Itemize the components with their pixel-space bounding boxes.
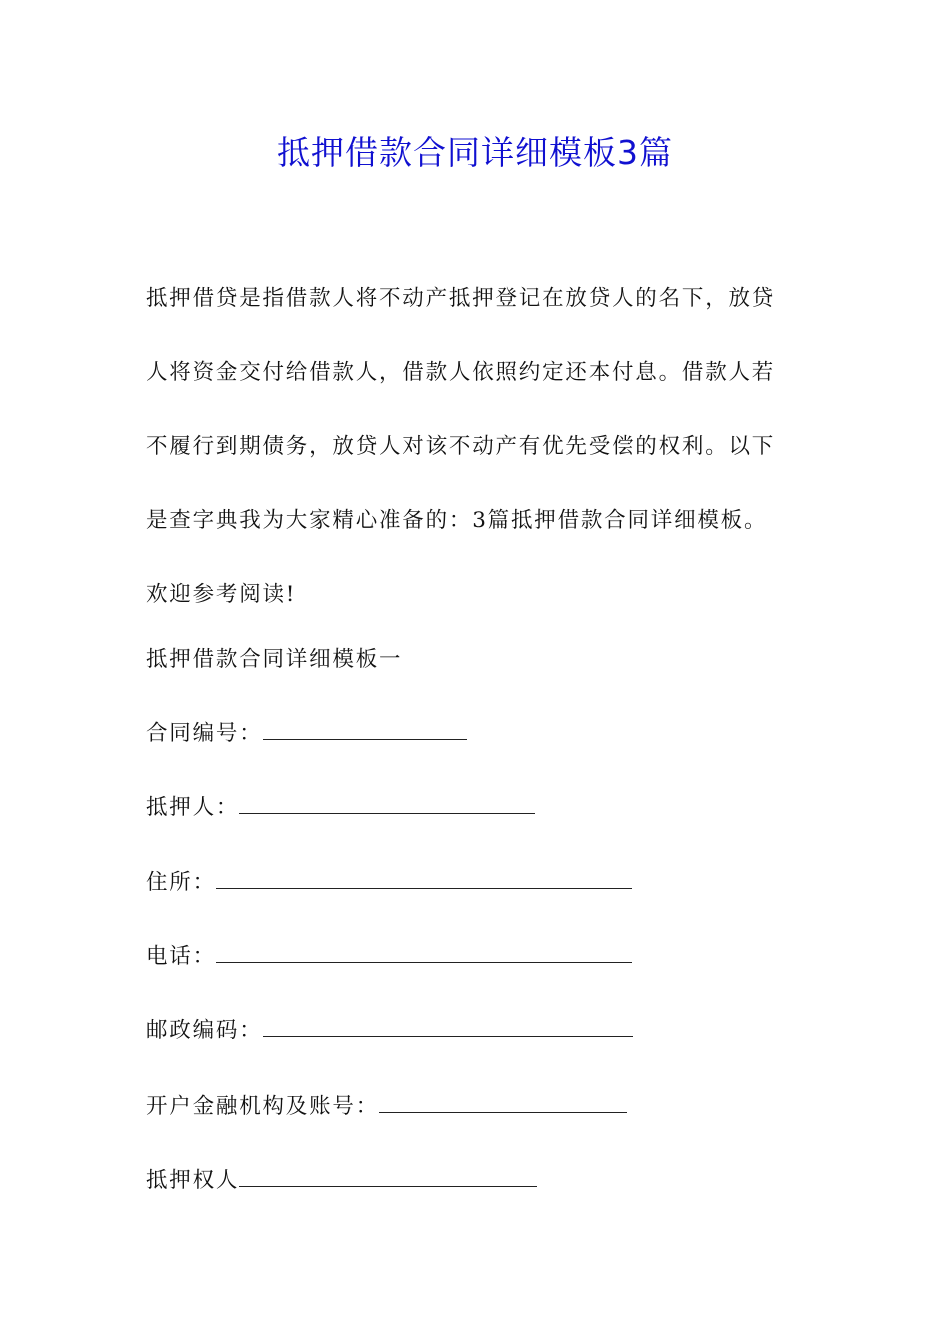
field-mortgagee: [146, 1161, 537, 1201]
address-blank[interactable]: [216, 864, 632, 889]
contract-number-blank[interactable]: [263, 715, 467, 740]
mortgagor-blank[interactable]: [239, 789, 535, 814]
intro-paragraph: [146, 262, 806, 632]
mortgagee-blank[interactable]: [239, 1162, 537, 1187]
field-label: 抵押权人: [146, 1168, 240, 1193]
intro-line: 欢迎参考阅读!: [146, 582, 297, 607]
field-phone: [146, 937, 632, 977]
bank-account-blank[interactable]: [379, 1088, 627, 1113]
field-address: [146, 863, 632, 903]
field-mortgagor: [146, 788, 535, 828]
field-contract-number: [146, 714, 467, 754]
field-postal-code: [146, 1011, 633, 1051]
field-label: 住所：: [146, 870, 216, 895]
field-label: 合同编号：: [146, 721, 263, 746]
section-heading-text: 抵押借款合同详细模板一: [146, 647, 403, 672]
document-title: 抵押借款合同详细模板3篇: [277, 133, 673, 172]
field-label: 开户金融机构及账号：: [146, 1094, 380, 1119]
field-bank-account: [146, 1087, 627, 1127]
field-label: 邮政编码：: [146, 1018, 263, 1043]
intro-line: 抵押借贷是指借款人将不动产抵押登记在放贷人的名下，放贷: [146, 286, 776, 311]
intro-line: 是查字典我为大家精心准备的：3篇抵押借款合同详细模板。: [146, 508, 768, 533]
intro-line: 不履行到期债务，放贷人对该不动产有优先受偿的权利。以下: [146, 434, 776, 459]
section-heading: [146, 640, 402, 680]
intro-line: 人将资金交付给借款人，借款人依照约定还本付息。借款人若: [146, 360, 776, 385]
field-label: 电话：: [146, 944, 216, 969]
postal-code-blank[interactable]: [263, 1012, 633, 1037]
phone-blank[interactable]: [216, 938, 632, 963]
field-label: 抵押人：: [146, 795, 240, 820]
